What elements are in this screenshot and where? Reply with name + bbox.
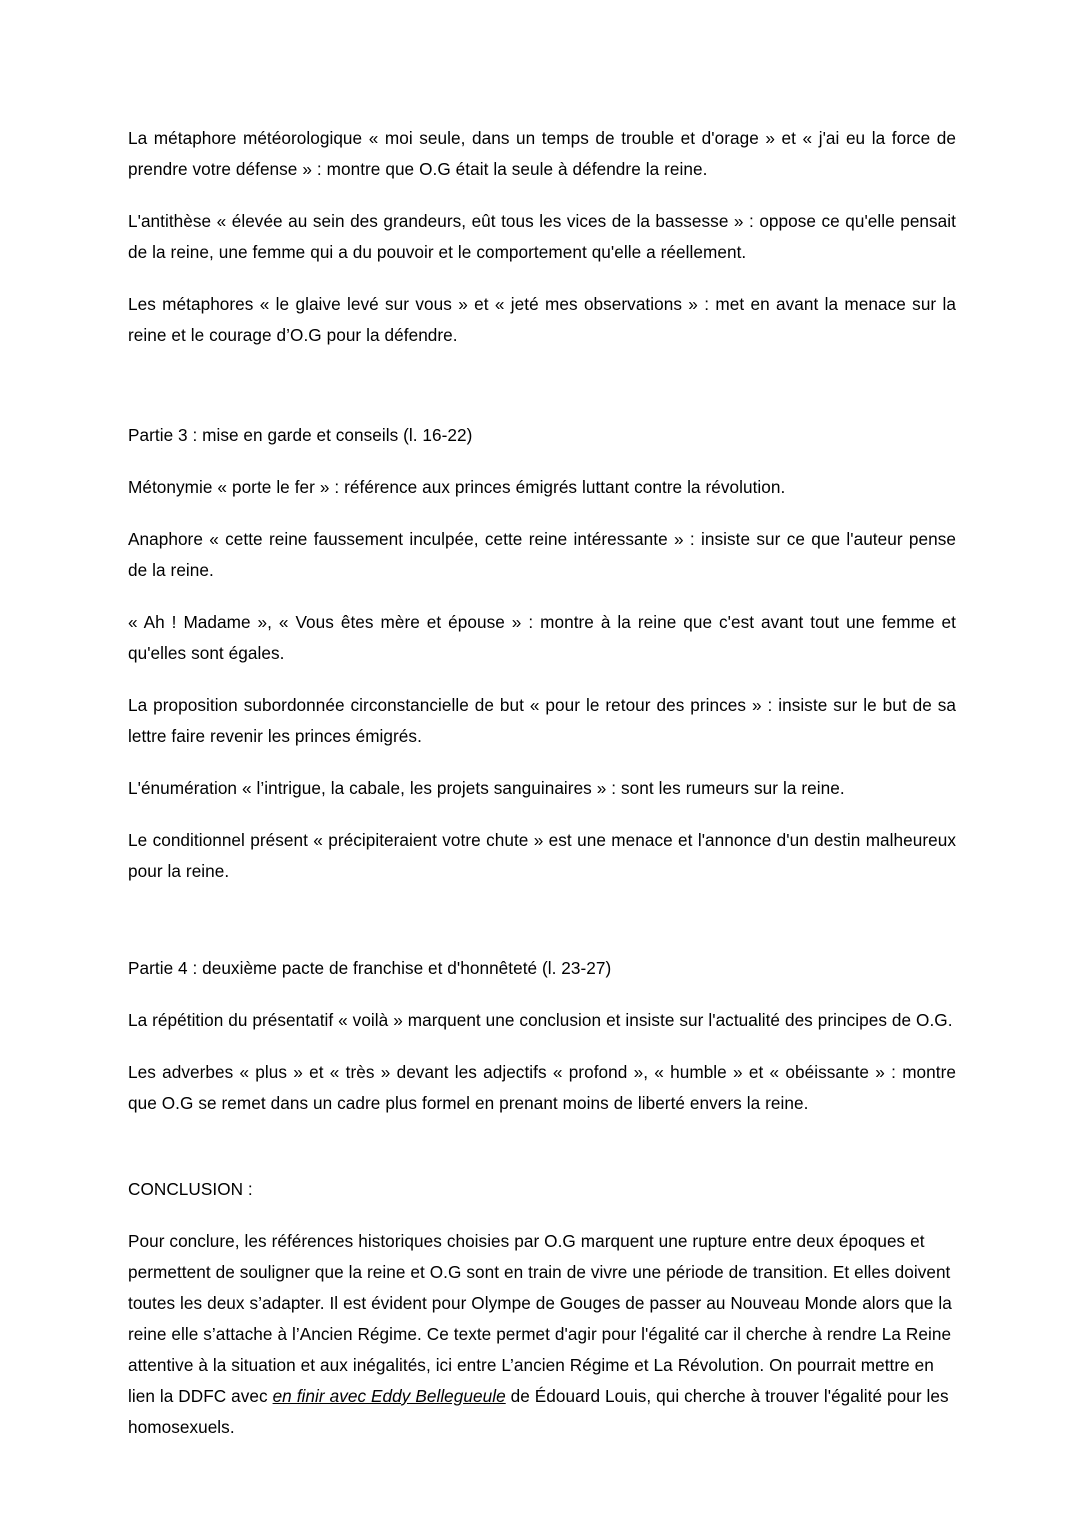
section-spacer-before-conclusion bbox=[128, 1140, 956, 1174]
paragraph-anaphore: Anaphore « cette reine faussement inculpée, cette reine intéressante » : insiste sur ce que l'auteur pense de la reine. bbox=[128, 529, 956, 580]
paragraph-repetition-presentatif: La répétition du présentatif « voilà » marquent une conclusion et insiste sur l'actualité des principes de O.G. bbox=[128, 1010, 953, 1030]
section-spacer-before-partie3 bbox=[128, 372, 956, 420]
conclusion-text-after-title: de Édouard Louis, qui cherche à trouver l'égalité pour les homosexuels. bbox=[128, 1386, 949, 1437]
heading-conclusion: CONCLUSION : bbox=[128, 1179, 253, 1199]
section-conclusion bbox=[128, 1174, 956, 1443]
heading-partie4: Partie 4 : deuxième pacte de franchise et d'honnêteté (l. 23-27) bbox=[128, 958, 612, 978]
section-partie4 bbox=[128, 953, 956, 1119]
paragraph-antithese: L'antithèse « élevée au sein des grandeurs, eût tous les vices de la bassesse » : oppose ce qu'elle pensait de la reine, une femme qui a du pouvoir et le comportement qu'elle a réellement. bbox=[128, 211, 956, 262]
document-body bbox=[128, 123, 956, 1443]
work-title-eddy-bellegueule: en finir avec Eddy Bellegueule bbox=[272, 1386, 506, 1406]
paragraph-conclusion-text bbox=[128, 1226, 956, 1443]
section-partie2-analysis bbox=[128, 123, 956, 351]
paragraph-metaphores-glaive: Les métaphores « le glaive levé sur vous » et « jeté mes observations » : met en avant la menace sur la reine et le courage d’O.G pour la défendre. bbox=[128, 294, 956, 345]
paragraph-proposition-subordonnee: La proposition subordonnée circonstancielle de but « pour le retour des princes » : insiste sur le but de sa lettre faire revenir les princes émigrés. bbox=[128, 695, 956, 746]
paragraph-metaphore-meteorologique: La métaphore météorologique « moi seule, dans un temps de trouble et d'orage » et « j'ai eu la force de prendre votre défense » : montre que O.G était la seule à défendre la reine. bbox=[128, 128, 956, 179]
conclusion-text-before-title: Pour conclure, les références historiques choisies par O.G marquent une rupture entre deux époques et permettent de souligner que la reine et O.G sont en train de vivre une période de transition. Et elles doivent toutes les deux s’adapter. Il est évident pour Olympe de Gouges de passer au Nouveau Monde alors que la reine elle s’attache à l’Ancien Régime. Ce texte permet d'agir pour l'égalité car il cherche à rendre La Reine attentive à la situation et aux inégalités, ici entre L’ancien Régime et La Révolution. On pourrait mettre en lien la DDFC avec bbox=[128, 1231, 952, 1406]
paragraph-adverbes: Les adverbes « plus » et « très » devant les adjectifs « profond », « humble » et « obéissante » : montre que O.G se remet dans un cadre plus formel en prenant moins de liberté envers la reine. bbox=[128, 1062, 956, 1113]
paragraph-metonymie: Métonymie « porte le fer » : référence aux princes émigrés luttant contre la révolution. bbox=[128, 477, 786, 497]
heading-partie3: Partie 3 : mise en garde et conseils (l. 16-22) bbox=[128, 425, 473, 445]
paragraph-conditionnel-present: Le conditionnel présent « précipiteraient votre chute » est une menace et l'annonce d'un destin malheureux pour la reine. bbox=[128, 830, 956, 881]
section-spacer-before-partie4 bbox=[128, 908, 956, 953]
section-partie3 bbox=[128, 420, 956, 887]
paragraph-enumeration: L'énumération « l’intrigue, la cabale, les projets sanguinaires » : sont les rumeurs sur la reine. bbox=[128, 778, 845, 798]
paragraph-ah-madame: « Ah ! Madame », « Vous êtes mère et épouse » : montre à la reine que c'est avant tout une femme et qu'elles sont égales. bbox=[128, 612, 956, 663]
